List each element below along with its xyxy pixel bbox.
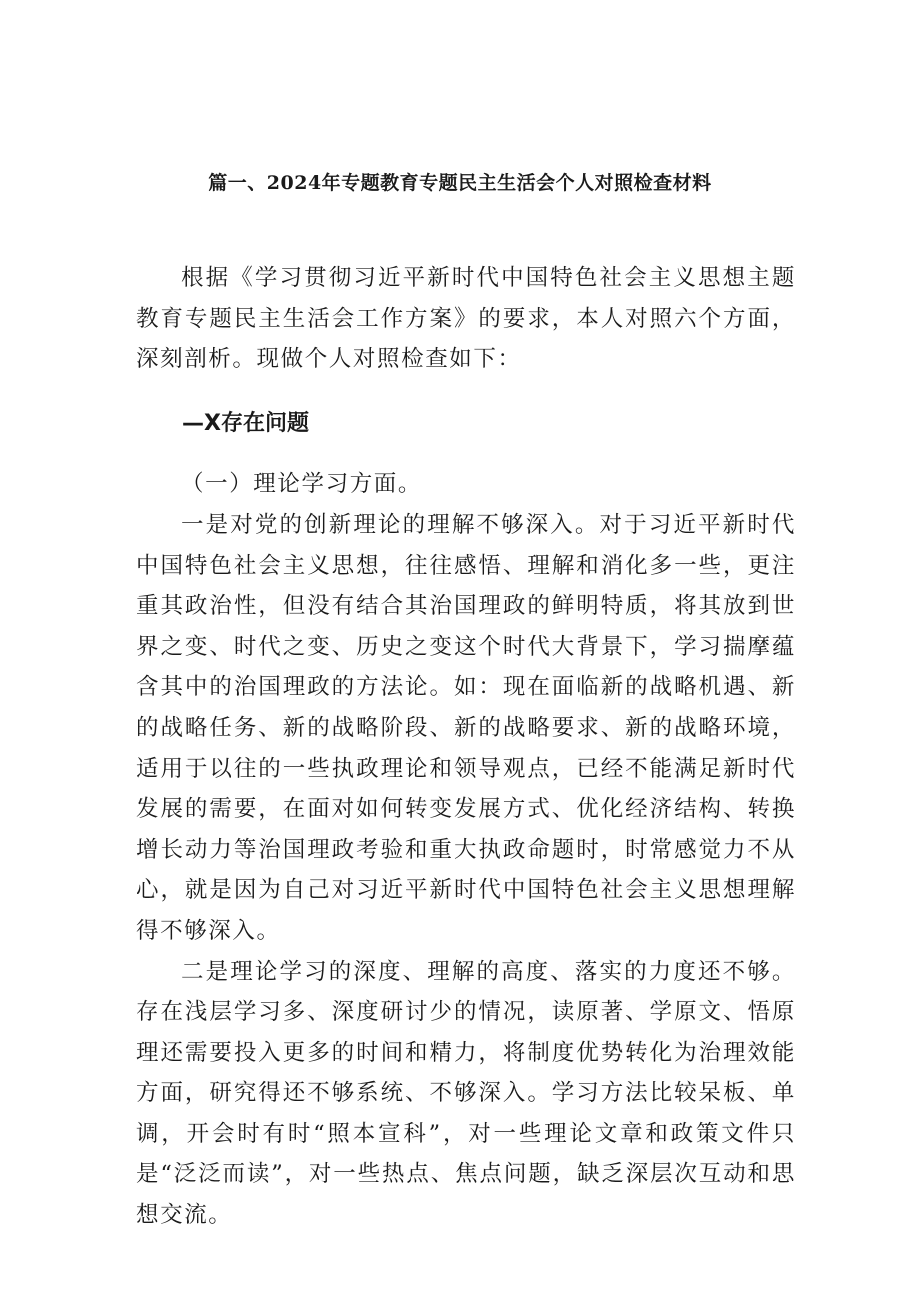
- intro-paragraph: 根据《学习贯彻习近平新时代中国特色社会主义思想主题教育专题民主生活会工作方案》的要求，本人对照六个方面，深刻剖析。现做个人对照检查如下：: [136, 265, 796, 373]
- body-paragraph: 二是理论学习的深度、理解的高度、落实的力度还不够。存在浅层学习多、深度研讨少的情况，读原著、学原文、悟原理还需要投入更多的时间和精力，将制度优势转化为治理效能方面，研究得还不够系统、不够深入。学习方法比较呆板、单调，开会时有时“照本宣科”，对一些理论文章和政策文件只是“泛泛而读”，对一些热点、焦点问题，缺乏深层次互动和思想交流。: [136, 958, 796, 1229]
- subsection-heading: （一）理论学习方面。: [181, 471, 423, 498]
- spacer: [136, 380, 796, 404]
- body-paragraph: 一是对党的创新理论的理解不够深入。对于习近平新时代中国特色社会主义思想，往往感悟、理解和消化多一些，更注重其政治性，但没有结合其治国理政的鲜明特质，将其放到世界之变、时代之变、历史之变这个时代大背景下，学习揣摩蕴含其中的治国理政的方法论。如：现在面临新的战略机遇、新的战略任务、新的战略阶段、新的战略要求、新的战略环境，适用于以往的一些执政理论和领导观点，已经不能满足新时代发展的需要，在面对如何转变发展方式、优化经济结构、转换增长动力等治国理政考验和重大执政命题时，时常感觉力不从心，就是因为自己对习近平新时代中国特色社会主义思想理解得不够深入。: [136, 511, 796, 944]
- document-body: [136, 258, 796, 1236]
- document-title: 篇一、2024年专题教育专题民主生活会个人对照检查材料: [208, 172, 712, 194]
- section-heading: —X存在问题: [182, 410, 309, 436]
- spacer: [136, 444, 796, 464]
